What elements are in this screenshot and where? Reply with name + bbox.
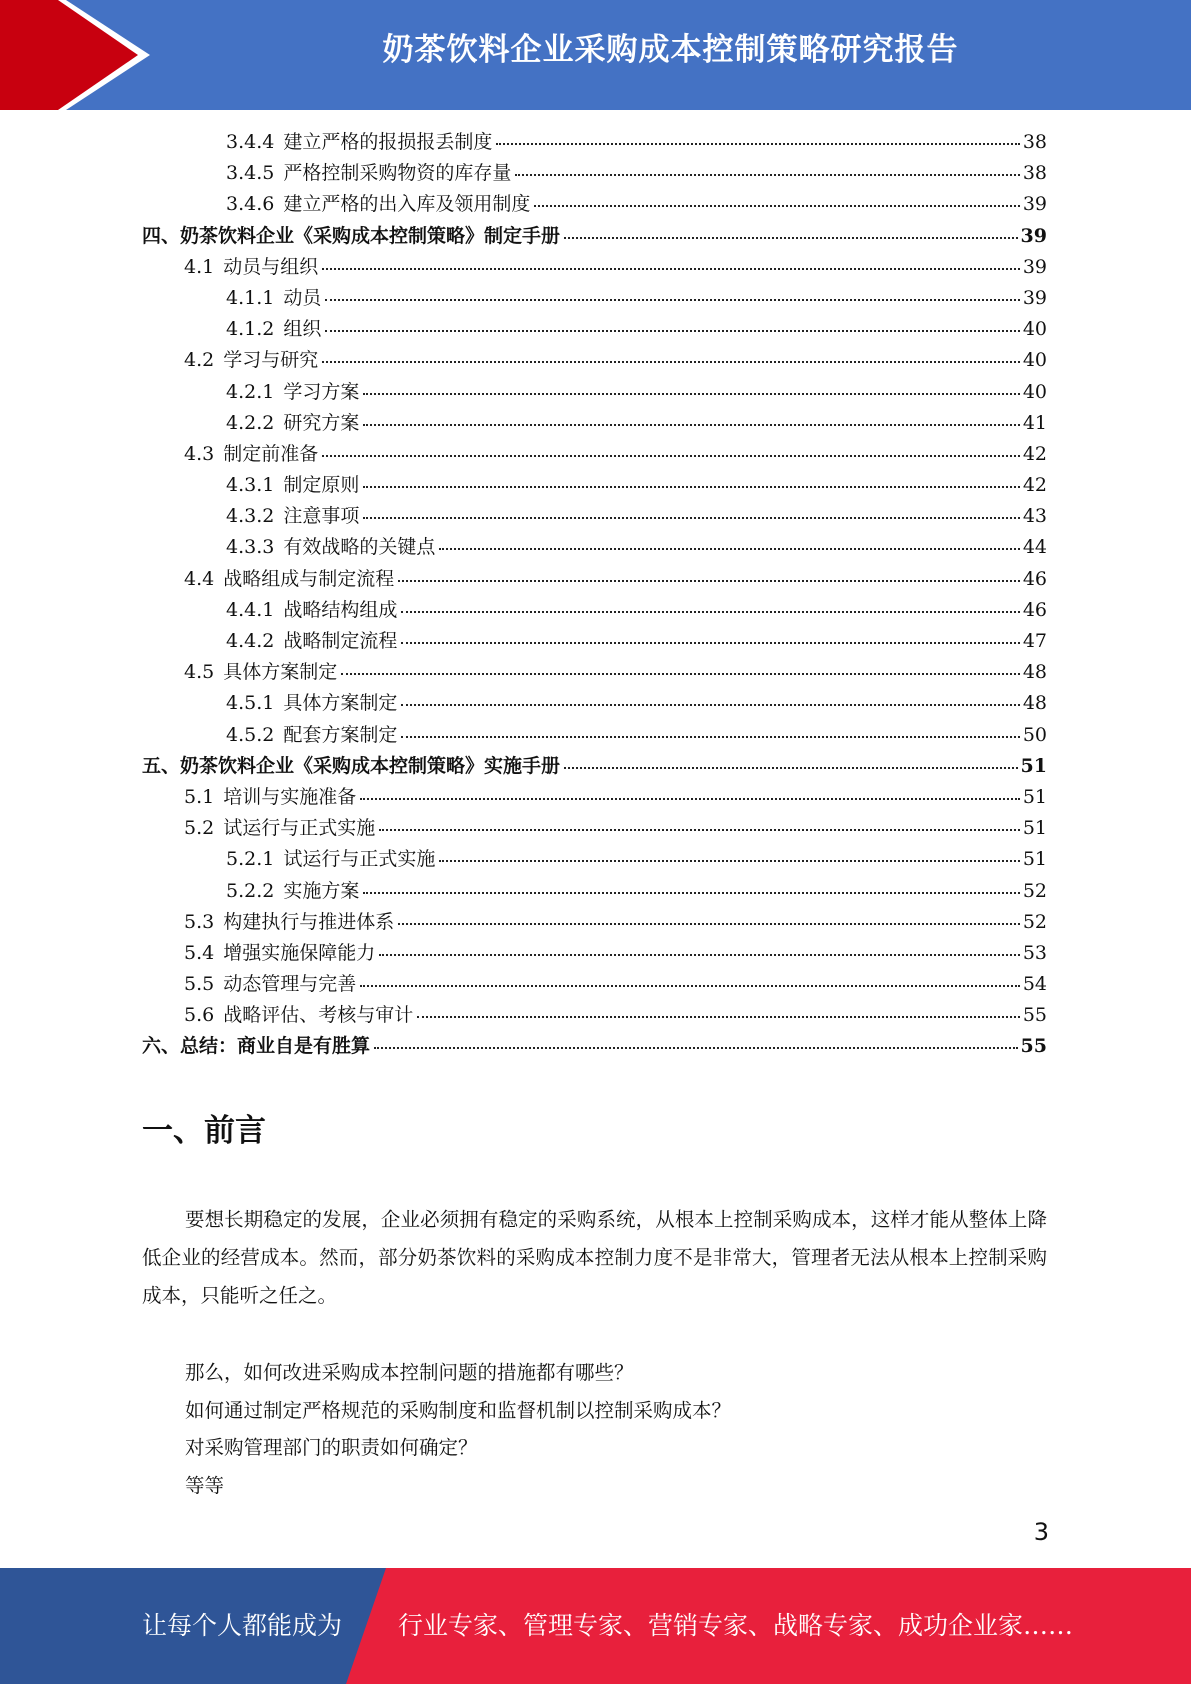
toc-dot-leader xyxy=(401,736,1019,738)
toc-entry-title: 试运行与正式实施 xyxy=(283,848,436,871)
toc-entry-number: 5.5 xyxy=(184,973,215,996)
toc-entry-title: 具体方案制定 xyxy=(223,661,338,684)
toc-entry-number: 4.3.1 xyxy=(226,474,275,497)
toc-entry-page: 51 xyxy=(1022,785,1047,808)
toc-dot-leader xyxy=(564,767,1018,769)
toc-entry-title: 研究方案 xyxy=(283,411,360,434)
toc-dot-leader xyxy=(360,985,1020,987)
toc-entry-title: 有效战略的关键点 xyxy=(283,536,436,559)
toc-dot-leader xyxy=(379,954,1020,956)
intro-paragraph: 要想长期稳定的发展，企业必须拥有稳定的采购系统，从根本上控制采购成本，这样才能从整体上降低企业的经营成本。然而，部分奶茶饮料的采购成本控制力度不是非常大，管理者无法从根本上控制采购成本，只能听之任之。 xyxy=(142,1208,1047,1307)
table-of-contents xyxy=(142,127,1047,1063)
toc-entry-number: 4.3.2 xyxy=(226,505,275,528)
toc-entry[interactable] xyxy=(142,657,1047,688)
toc-entry[interactable] xyxy=(142,626,1047,657)
toc-entry[interactable] xyxy=(142,439,1047,470)
toc-entry-title: 战略组成与制定流程 xyxy=(223,567,395,590)
question-item: 如何通过制定严格规范的采购制度和监督机制以控制采购成本？ xyxy=(185,1398,732,1422)
question-item: 那么，如何改进采购成本控制问题的措施都有哪些？ xyxy=(185,1361,634,1384)
toc-entry-title: 配套方案制定 xyxy=(283,723,398,746)
toc-entry-title: 制定前准备 xyxy=(223,442,319,465)
toc-entry-number: 4.2 xyxy=(184,349,215,372)
toc-entry[interactable] xyxy=(142,377,1047,408)
toc-entry-title: 四、奶茶饮料企业《采购成本控制策略》制定手册 xyxy=(142,224,561,247)
toc-entry-number: 3.4.5 xyxy=(226,162,275,185)
toc-entry-number: 4.2.1 xyxy=(226,380,275,403)
footer-slogan-left: 让每个人都能成为 xyxy=(142,1611,343,1640)
toc-entry-page: 46 xyxy=(1022,598,1047,621)
toc-entry[interactable] xyxy=(142,1000,1047,1031)
toc-entry-page: 55 xyxy=(1022,1004,1047,1027)
toc-entry-page: 39 xyxy=(1020,224,1047,247)
toc-entry-page: 39 xyxy=(1022,286,1047,309)
toc-dot-leader xyxy=(564,237,1018,239)
toc-entry-number: 4.4.1 xyxy=(226,598,275,621)
toc-entry[interactable] xyxy=(142,938,1047,969)
toc-dot-leader xyxy=(322,455,1020,457)
toc-entry-title: 战略结构组成 xyxy=(283,598,398,621)
toc-entry-page: 40 xyxy=(1022,318,1047,341)
toc-entry-number: 4.1.1 xyxy=(226,286,275,309)
toc-entry-title: 建立严格的报损报丢制度 xyxy=(283,131,493,153)
toc-dot-leader xyxy=(439,548,1019,550)
toc-entry-number: 5.2.2 xyxy=(226,879,275,902)
toc-entry[interactable] xyxy=(142,813,1047,844)
toc-dot-leader xyxy=(363,517,1019,519)
toc-entry[interactable] xyxy=(142,1031,1047,1062)
toc-entry[interactable] xyxy=(142,876,1047,907)
toc-entry-number: 4.4 xyxy=(184,567,215,590)
toc-entry-page: 42 xyxy=(1022,474,1047,497)
toc-entry-title: 五、奶茶饮料企业《采购成本控制策略》实施手册 xyxy=(142,754,561,777)
toc-entry-page: 47 xyxy=(1022,630,1047,652)
toc-entry-number: 4.5.2 xyxy=(226,723,275,746)
toc-entry[interactable] xyxy=(142,532,1047,563)
toc-entry-number: 4.3 xyxy=(184,442,215,465)
toc-entry[interactable] xyxy=(142,844,1047,875)
toc-entry[interactable] xyxy=(142,189,1047,220)
toc-entry-page: 51 xyxy=(1022,848,1047,871)
toc-dot-leader xyxy=(417,1016,1020,1018)
toc-entry[interactable] xyxy=(142,720,1047,751)
toc-dot-leader xyxy=(360,798,1020,800)
toc-entry[interactable] xyxy=(142,408,1047,439)
toc-entry-page: 48 xyxy=(1022,661,1047,684)
toc-entry-number: 5.2.1 xyxy=(226,848,275,871)
toc-entry-number: 4.4.2 xyxy=(226,630,275,652)
toc-entry-page: 53 xyxy=(1022,941,1047,964)
page-number: 3 xyxy=(1033,1518,1049,1546)
toc-entry-title: 战略评估、考核与审计 xyxy=(223,1004,414,1027)
toc-dot-leader xyxy=(341,673,1020,675)
toc-dot-leader xyxy=(363,486,1019,488)
toc-entry-number: 4.3.3 xyxy=(226,536,275,559)
toc-entry[interactable] xyxy=(142,501,1047,532)
toc-entry[interactable] xyxy=(142,751,1047,782)
toc-entry-number: 3.4.6 xyxy=(226,193,275,216)
toc-entry-title: 制定原则 xyxy=(283,474,360,497)
toc-entry-title: 实施方案 xyxy=(283,879,360,902)
toc-dot-leader xyxy=(401,611,1019,613)
toc-entry-page: 51 xyxy=(1020,754,1047,777)
toc-entry[interactable] xyxy=(142,158,1047,189)
toc-entry[interactable] xyxy=(142,221,1047,252)
toc-entry-page: 46 xyxy=(1022,567,1047,590)
toc-entry-page: 52 xyxy=(1022,910,1047,933)
toc-dot-leader xyxy=(398,923,1020,925)
toc-entry-page: 50 xyxy=(1022,723,1047,746)
toc-entry-title: 严格控制采购物资的库存量 xyxy=(283,162,512,185)
toc-entry-title: 建立严格的出入库及领用制度 xyxy=(283,193,531,216)
toc-entry-page: 38 xyxy=(1022,131,1047,153)
toc-entry-title: 动员与组织 xyxy=(223,255,319,278)
toc-entry[interactable] xyxy=(142,688,1047,719)
toc-dot-leader xyxy=(325,299,1019,301)
toc-entry-title: 增强实施保障能力 xyxy=(223,941,376,964)
toc-dot-leader xyxy=(379,829,1020,831)
toc-entry-page: 39 xyxy=(1022,193,1047,216)
toc-entry-number: 4.1 xyxy=(184,255,215,278)
toc-entry-page: 40 xyxy=(1022,349,1047,372)
toc-dot-leader xyxy=(398,580,1020,582)
toc-entry-number: 4.5.1 xyxy=(226,692,275,715)
toc-entry-page: 44 xyxy=(1022,536,1047,559)
toc-entry-page: 43 xyxy=(1022,505,1047,528)
toc-entry-page: 54 xyxy=(1022,973,1047,996)
header-banner xyxy=(0,0,1191,110)
toc-entry-page: 39 xyxy=(1022,255,1047,278)
toc-dot-leader xyxy=(322,361,1020,363)
toc-dot-leader xyxy=(363,424,1019,426)
toc-dot-leader xyxy=(534,205,1019,207)
toc-dot-leader xyxy=(439,860,1019,862)
toc-entry-number: 5.2 xyxy=(184,817,215,840)
footer-banner xyxy=(0,1568,1191,1684)
red-chevron-decoration xyxy=(0,0,160,110)
toc-dot-leader xyxy=(363,393,1019,395)
toc-entry[interactable] xyxy=(142,595,1047,626)
toc-dot-leader xyxy=(401,642,1019,644)
toc-entry-number: 3.4.4 xyxy=(226,131,275,153)
toc-entry[interactable] xyxy=(142,969,1047,1000)
toc-dot-leader xyxy=(363,892,1019,894)
question-item: 对采购管理部门的职责如何确定？ xyxy=(185,1436,478,1459)
toc-entry-number: 5.4 xyxy=(184,941,215,964)
toc-entry-page: 48 xyxy=(1022,692,1047,715)
toc-entry-title: 注意事项 xyxy=(283,505,360,528)
toc-entry[interactable] xyxy=(142,782,1047,813)
toc-entry-number: 4.5 xyxy=(184,661,215,684)
toc-entry-title: 学习方案 xyxy=(283,380,360,403)
footer-slogan-right: 行业专家、管理专家、营销专家、战略专家、成功企业家…… xyxy=(398,1611,1074,1640)
toc-entry[interactable] xyxy=(142,283,1047,314)
toc-dot-leader xyxy=(496,143,1019,145)
toc-entry-number: 5.6 xyxy=(184,1004,215,1027)
toc-entry-page: 40 xyxy=(1022,380,1047,403)
toc-entry-title: 培训与实施准备 xyxy=(223,785,357,808)
toc-entry[interactable] xyxy=(142,314,1047,345)
toc-entry-title: 试运行与正式实施 xyxy=(223,817,376,840)
toc-entry-title: 构建执行与推进体系 xyxy=(223,910,395,933)
toc-entry-page: 41 xyxy=(1022,411,1047,434)
toc-entry-page: 38 xyxy=(1022,162,1047,185)
toc-entry-title: 六、总结：商业自是有胜算 xyxy=(142,1035,371,1058)
toc-entry[interactable] xyxy=(142,252,1047,283)
toc-entry-page: 51 xyxy=(1022,817,1047,840)
toc-entry-title: 动态管理与完善 xyxy=(223,973,357,996)
toc-dot-leader xyxy=(325,330,1019,332)
toc-entry-number: 5.1 xyxy=(184,785,215,808)
question-list xyxy=(185,1354,731,1504)
toc-entry-title: 组织 xyxy=(283,318,322,341)
toc-entry-number: 5.3 xyxy=(184,910,215,933)
toc-entry-title: 学习与研究 xyxy=(223,349,319,372)
toc-entry-page: 42 xyxy=(1022,442,1047,465)
section-heading: 一、前言 xyxy=(142,1113,266,1149)
toc-entry[interactable] xyxy=(142,127,1047,158)
toc-entry-title: 具体方案制定 xyxy=(283,692,398,715)
toc-entry-title: 动员 xyxy=(283,286,322,309)
toc-entry[interactable] xyxy=(142,470,1047,501)
toc-entry-number: 4.1.2 xyxy=(226,318,275,341)
toc-entry-page: 52 xyxy=(1022,879,1047,902)
report-title: 奶茶饮料企业采购成本控制策略研究报告 xyxy=(382,32,959,68)
toc-entry-number: 4.2.2 xyxy=(226,411,275,434)
toc-entry-page: 55 xyxy=(1020,1035,1047,1058)
question-item: 等等 xyxy=(185,1473,225,1497)
toc-entry-title: 战略制定流程 xyxy=(283,630,398,652)
toc-entry[interactable] xyxy=(142,564,1047,595)
toc-entry[interactable] xyxy=(142,907,1047,938)
toc-entry[interactable] xyxy=(142,345,1047,376)
toc-dot-leader xyxy=(401,704,1019,706)
toc-dot-leader xyxy=(374,1047,1018,1049)
toc-dot-leader xyxy=(322,268,1020,270)
toc-dot-leader xyxy=(515,174,1019,176)
